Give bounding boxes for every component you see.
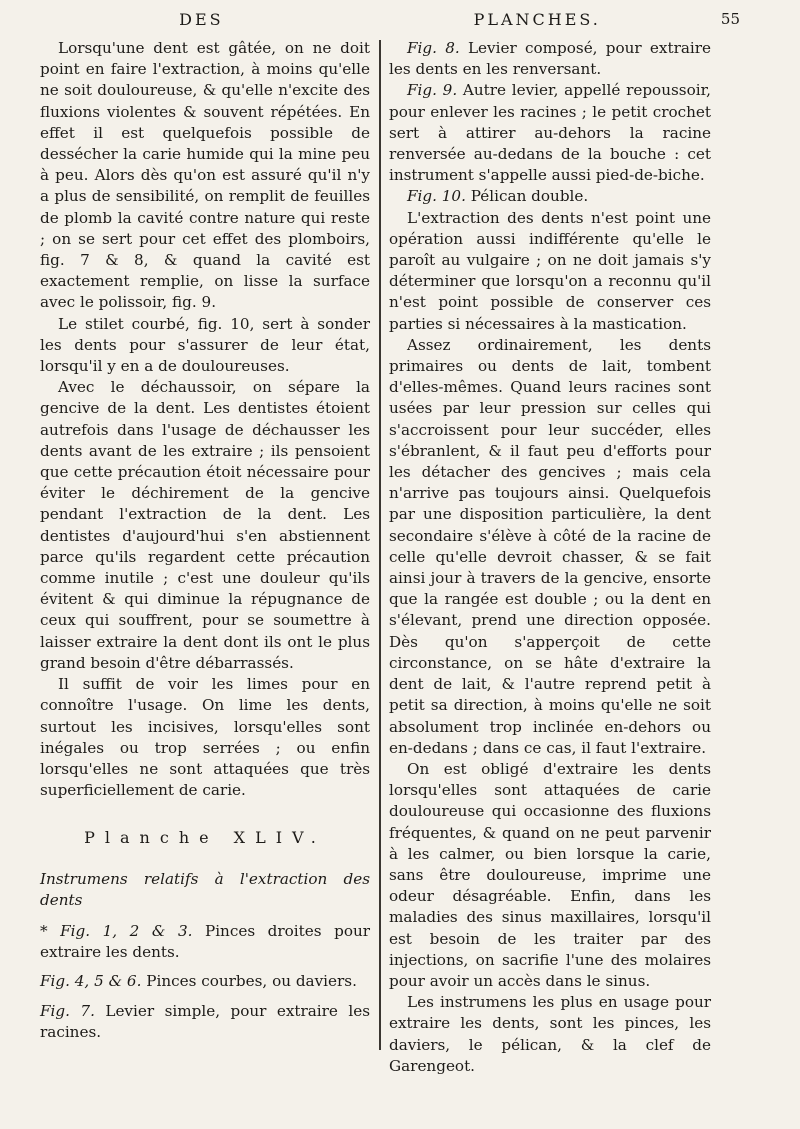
figure-entry	[40, 921, 370, 963]
paragraph: Lorsqu'une dent est gâtée, on ne doit point en faire l'extraction, à moins qu'elle ne soit douloureuse, & qu'elle n'excite des fluxions violentes & souvent répétées. En effet il est quelquefois possible de dessécher la carie humide qui la mine peu à peu. Alors dès qu'on est assuré qu'il n'y a plus de sensibilité, on remplit de feuilles de plomb la cavité contre nature qui reste ; on se sert pour cet effet des plomboirs, fig. 7 & 8, & quand la cavité est exactement remplie, on lisse la surface avec le polissoir, fig. 9.	[40, 39, 370, 312]
figure-entry	[40, 1001, 370, 1043]
paragraph: Les instrumens les plus en usage pour extraire les dents, sont les pinces, les daviers, le pélican, & la clef de Garengeot.	[389, 993, 711, 1075]
figure-text: Levier composé, pour extraire les dents en les renversant.	[389, 39, 712, 79]
figure-text: Pinces courbes, ou daviers.	[146, 972, 357, 991]
paragraph: On est obligé d'extraire les dents lorsqu'elles sont attaquées de carie douloureuse qui occasionne des fluxions fréquentes, & quand on ne peut parvenir à les calmer, ou bien lorsque la carie, sans être douloureuse, imprime une odeur désagréable. Enfin, dans les maladies des sinus maxillaires, lorsqu'il est besoin de les traiter par des injections, on sacrifie l'une des molaires pour avoir un accès dans le sinus.	[389, 759, 711, 990]
figure-text: Autre levier, appellé repoussoir, pour enlever les racines ; le petit crochet sert à attirer au-dehors la racine renversée au-dedans de la bouche : cet instrument s'appelle aussi pied-de-biche.	[389, 81, 711, 185]
figure-ref: Fig. 8.	[407, 39, 460, 57]
figure-text: Levier simple, pour extraire les racines.	[40, 1001, 371, 1041]
figure-ref: * Fig. 1, 2 & 3.	[40, 921, 193, 940]
right-column	[389, 38, 711, 1077]
figure-entry	[40, 971, 370, 992]
paragraph: Assez ordinairement, les dents primaires ou dents de lait, tombent d'elles-mêmes. Quand leurs racines sont usées par leur pression sur celles qui s'accroissent pour leur succéder, elles s'ébranlent, & il faut peu d'efforts pour les détacher des gencives ; mais cela n'arrive pas toujours ainsi. Quelquefois par une disposition particulière, la dent secondaire s'élève à côté de la racine de celle qu'elle devroit chasser, & se fait ainsi jour à travers de la gencive, ensorte que la rangée est double ; ou la dent en s'élevant, prend une direction opposée. Dès qu'on s'apperçoit de cette circonstance, on se hâte d'extraire la dent de lait, & l'autre reprend petit à petit sa direction, à moins qu'elle ne soit absolument trop inclinée en-dehors ou en-dedans ; dans ce cas, il faut l'extraire.	[389, 335, 711, 757]
paragraph: Le stilet courbé, fig. 10, sert à sonder les dents pour s'assurer de leur état, lorsqu'il y en a de douloureuses.	[40, 314, 370, 376]
paragraph: L'extraction des dents n'est point une opération aussi indifférente qu'elle le paroît au vulgaire ; on ne doit jamais s'y déterminer que lorsqu'on a reconnu qu'il n'est point possible de conserver ces parties si nécessaires à la mastication.	[389, 208, 711, 333]
plate-heading: Planche XLIV.	[84, 828, 326, 848]
figure-text: Pinces droites pour extraire les dents.	[40, 921, 370, 962]
figure-ref: Fig. 7.	[40, 1001, 95, 1020]
plate-subtitle: Instrumens relatifs à l'extraction des dents	[40, 869, 370, 909]
left-column	[40, 38, 370, 1051]
figure-ref: Fig. 9.	[407, 81, 458, 100]
figure-ref: Fig. 10.	[407, 187, 466, 206]
running-title: PLANCHES.	[473, 10, 601, 29]
page-header	[40, 10, 740, 29]
paragraph: Avec le déchaussoir, on sépare la gencive de la dent. Les dentistes étoient autrefois dans l'usage de déchausser les dents avant de les extraire ; ils pensoient que cette précaution étoit nécessaire pour éviter le déchirement de la gencive pendant l'extraction de la dent. Les dentistes d'aujourd'hui s'en abstiennent parce qu'ils regardent cette précaution comme inutile ; c'est une douleur qu'ils évitent & qui diminue la répugnance de ceux qui souffrent, pour se soumettre à laisser extraire la dent dont ils ont le plus grand besoin d'être débarrassés.	[40, 378, 370, 672]
figure-text: Pélican double.	[470, 187, 589, 206]
column-divider	[379, 40, 381, 1050]
figure-entry	[389, 186, 711, 207]
header-prefix: DES	[179, 10, 224, 29]
paragraph: Il suffit de voir les limes pour en connoître l'usage. On lime les dents, surtout les incisives, lorsqu'elles sont inégales ou trop serrées ; ou enfin lorsqu'elles ne sont attaquées que très superficiellement de carie.	[40, 675, 370, 800]
page-number: 55	[720, 10, 740, 28]
figure-entry	[389, 38, 711, 80]
figure-ref: Fig. 4, 5 & 6.	[40, 972, 142, 991]
figure-entry	[389, 80, 711, 186]
